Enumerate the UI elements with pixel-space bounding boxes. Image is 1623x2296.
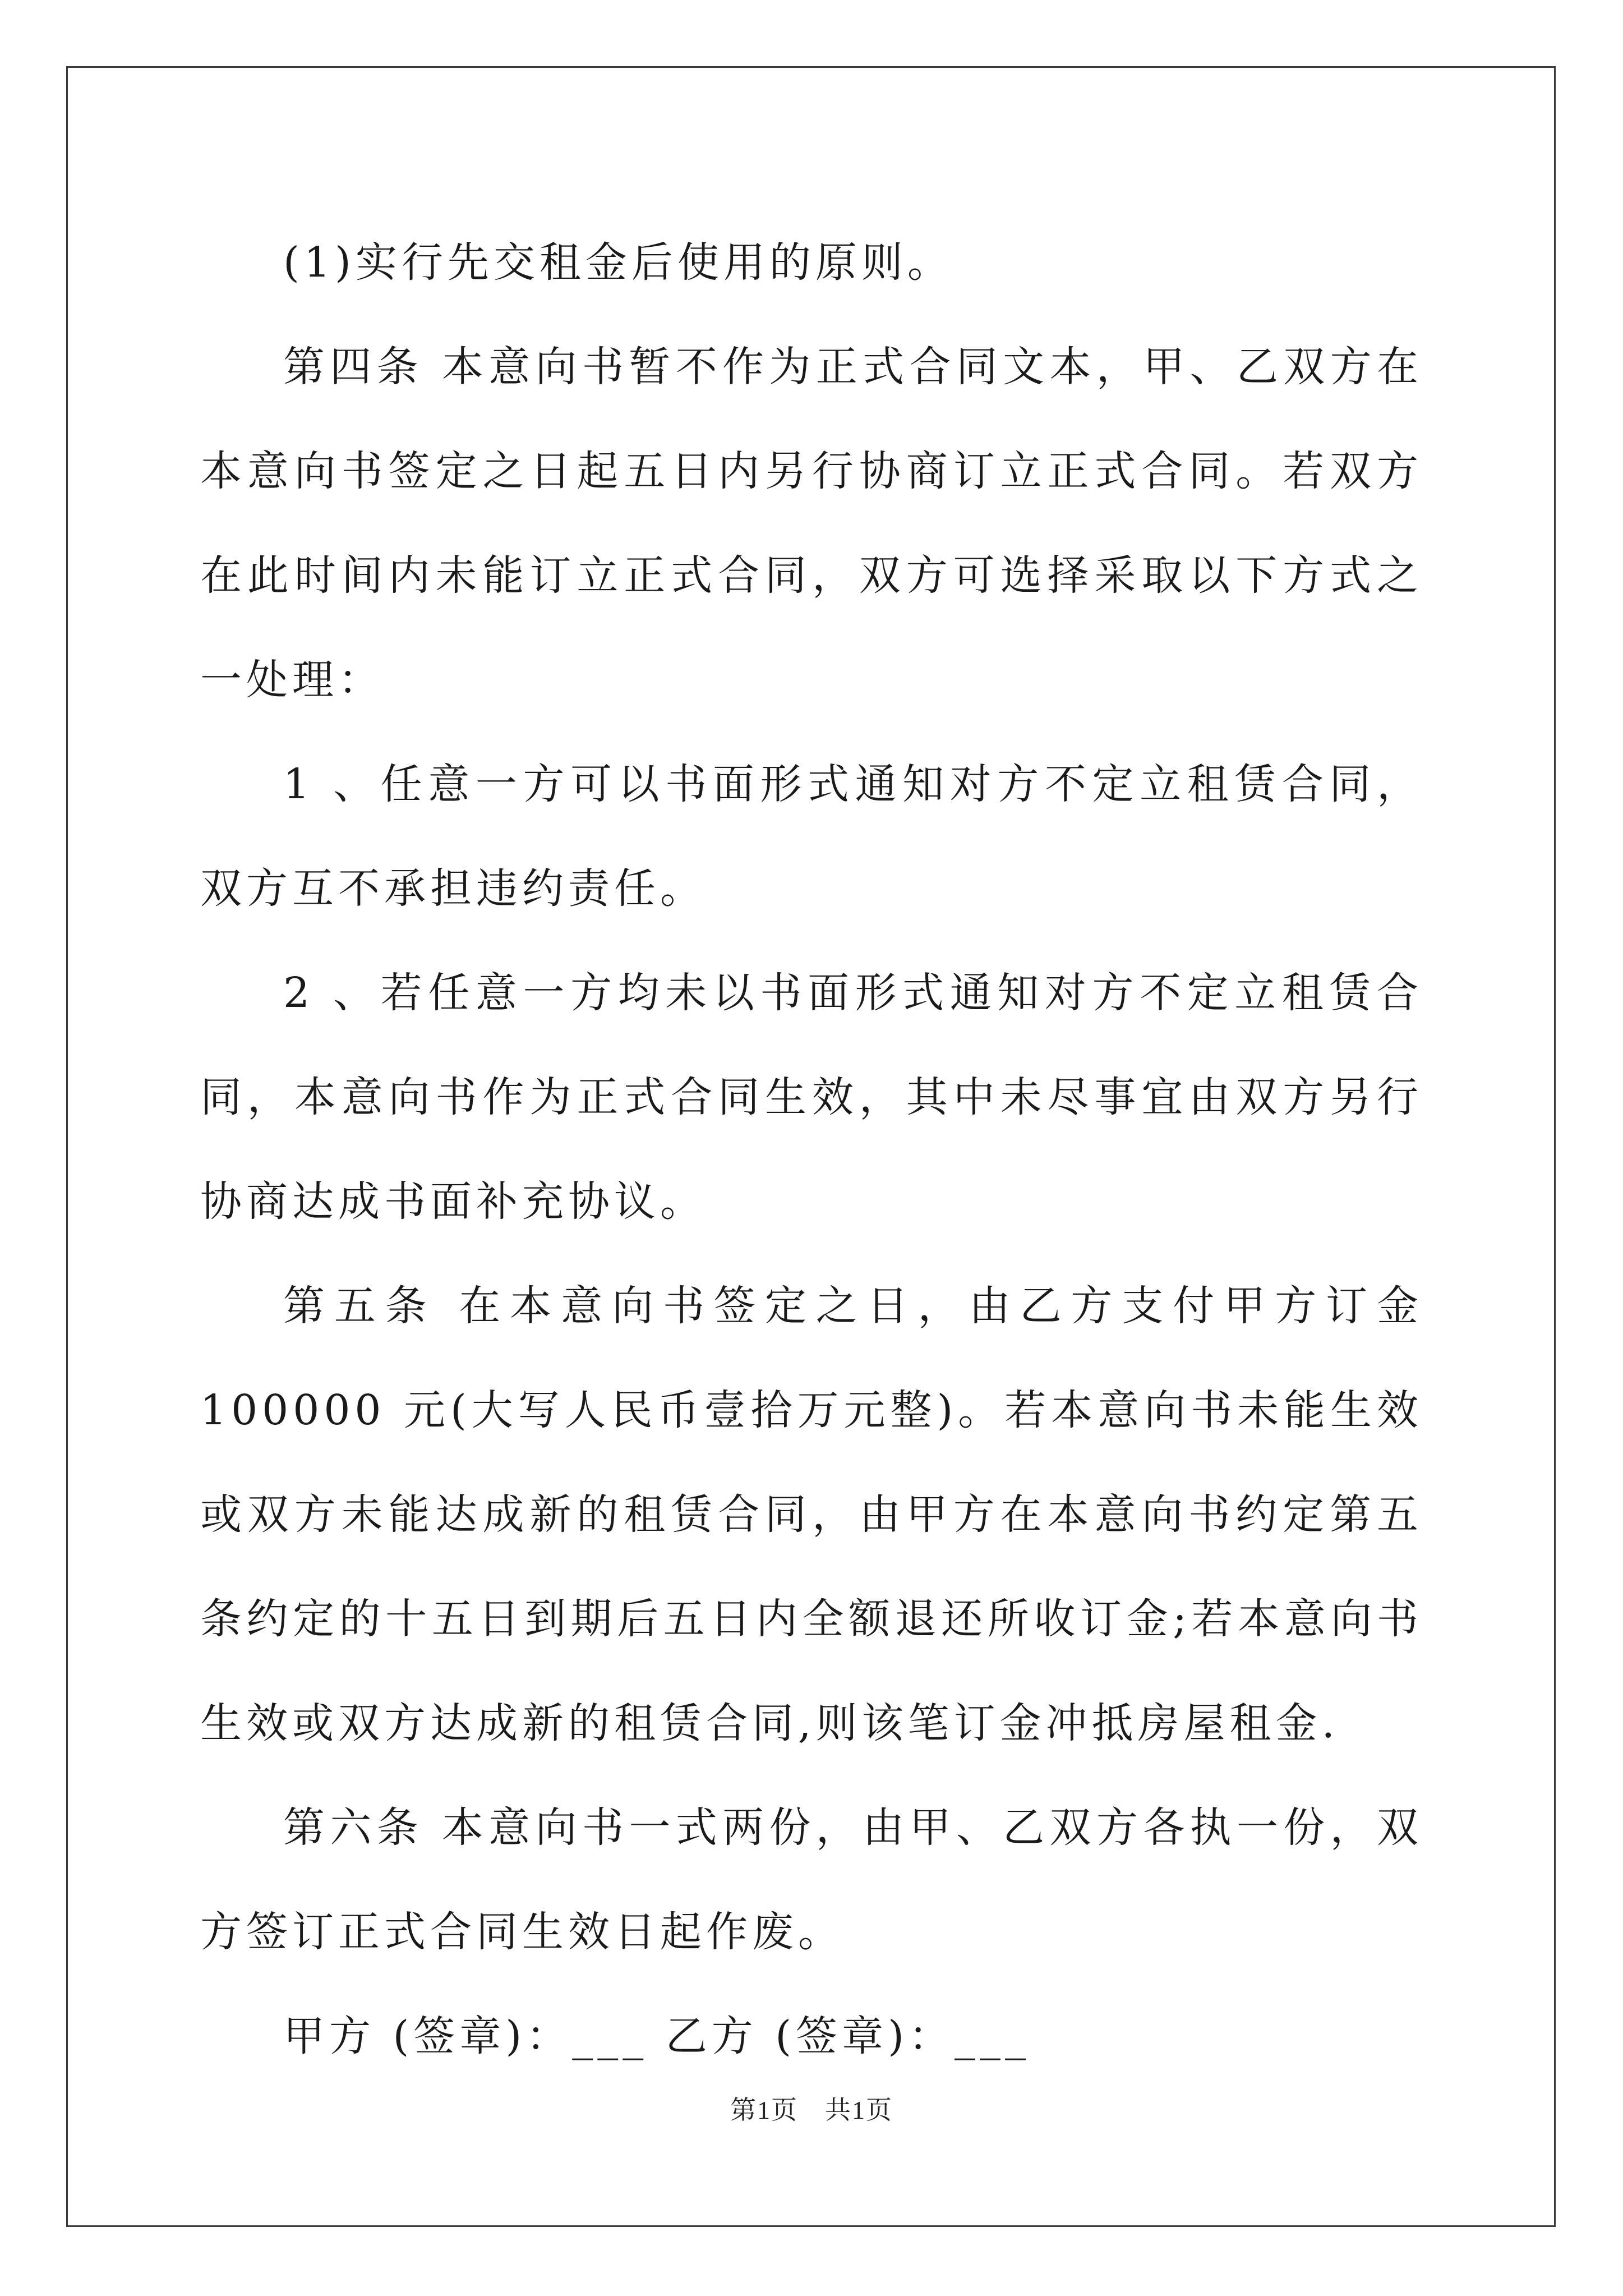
paragraph-article-5: 第五条 在本意向书签定之日，由乙方支付甲方订金 100000 元(大写人民币壹拾万元整)。若本意向书未能生效或双方未能达成新的租赁合同，由甲方在本意向书约定第五条约定的十五日到期后五日内全额退还所收订金;若本意向书生效或双方达成新的租赁合同,则该笔订金冲抵房屋租金. xyxy=(200,1282,1423,1747)
paragraph-option-2: 2 、若任意一方均未以书面形式通知对方不定立租赁合同，本意向书作为正式合同生效，其中未尽事宜由双方另行协商达成书面补充协议。 xyxy=(200,969,1423,1226)
document-body xyxy=(200,210,1423,2088)
paragraph-article-6: 第六条 本意向书一式两份，由甲、乙双方各执一份，双方签订正式合同生效日起作废。 xyxy=(200,1803,1423,1956)
paragraph-article-4: 第四条 本意向书暂不作为正式合同文本，甲、乙双方在本意向书签定之日起五日内另行协商订立正式合同。若双方在此时间内未能订立正式合同，双方可选择采取以下方式之一处理： xyxy=(200,343,1423,704)
paragraph-option-1: 1 、任意一方可以书面形式通知对方不定立租赁合同，双方互不承担违约责任。 xyxy=(200,760,1423,913)
page-footer: 第1页 共1页 xyxy=(730,2096,893,2124)
signature-line: 甲方 (签章)：___ 乙方 (签章)：___ xyxy=(283,2012,1031,2060)
paragraph-rent-principle: (1)实行先交租金后使用的原则。 xyxy=(283,238,953,287)
